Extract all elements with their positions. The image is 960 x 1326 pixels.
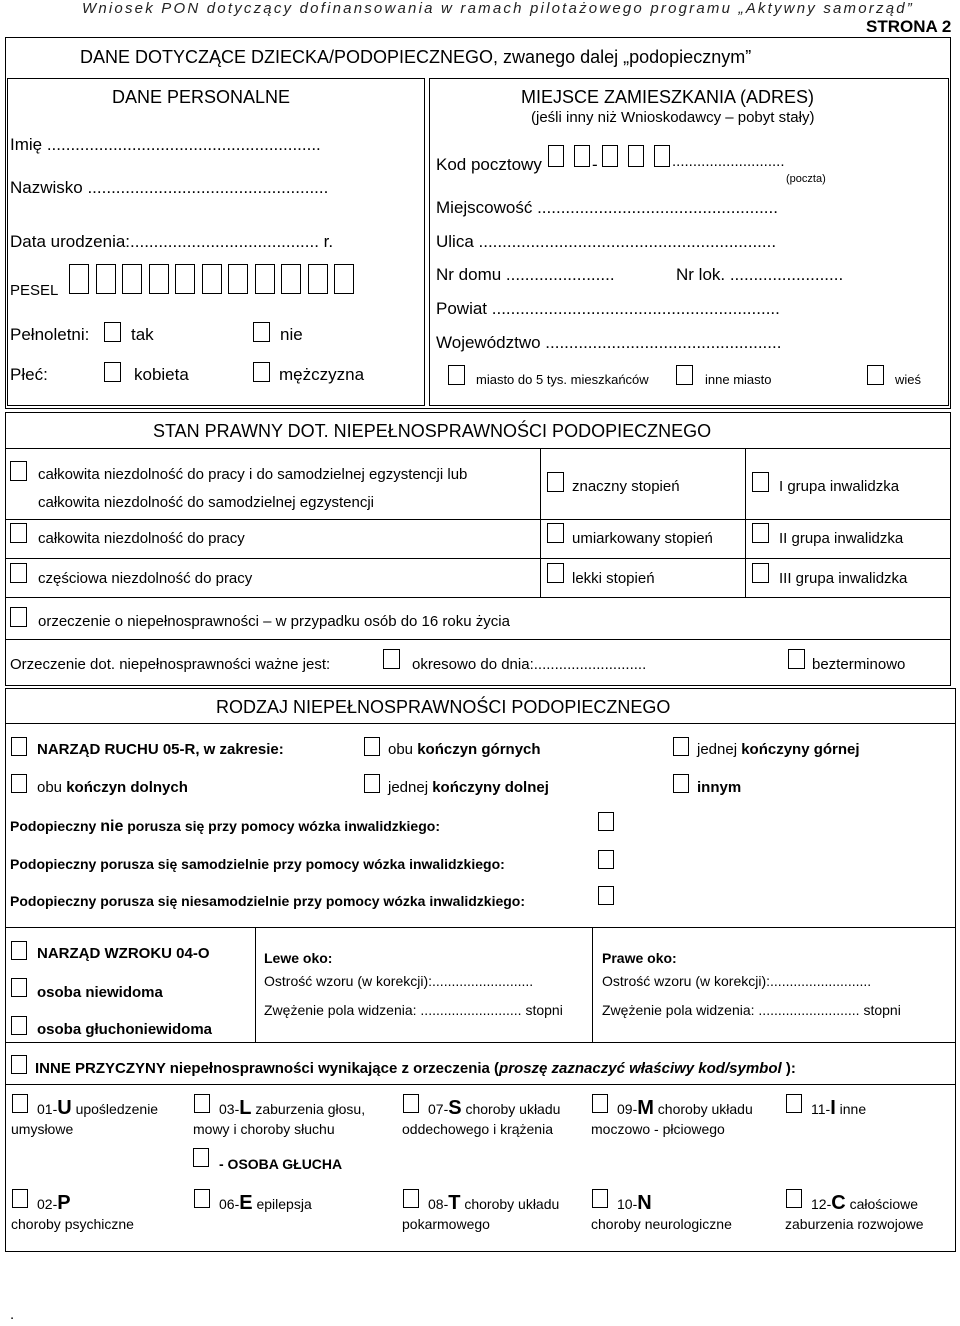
total-work-incapacity-checkbox[interactable] <box>10 523 27 543</box>
code-label: 06-E epilepsja <box>219 1192 312 1214</box>
total-work-incapacity-label: całkowita niezdolność do pracy <box>38 530 245 547</box>
town-small-checkbox[interactable] <box>448 365 465 385</box>
post-office-field[interactable]: ........................... <box>672 153 785 170</box>
one-lower-label: jednej kończyny dolnej <box>388 779 549 796</box>
town-small-label: miasto do 5 tys. mieszkańców <box>476 372 649 387</box>
code-description: umysłowe <box>11 1121 74 1137</box>
code-01U-checkbox[interactable] <box>12 1094 28 1113</box>
sex-male-label: mężczyzna <box>279 365 365 384</box>
birth-date-field[interactable]: Data urodzenia:........................................ r. <box>10 232 334 251</box>
left-eye-field-narrowing[interactable]: Zwężenie pola widzenia: .......................... stopni <box>264 1002 563 1018</box>
other-causes-label: INNE PRZYCZYNY niepełnosprawności wynikające z orzeczenia (proszę zaznaczyć właściwy kod/symbol ): <box>35 1060 796 1077</box>
code-10N-checkbox[interactable] <box>592 1189 608 1208</box>
code-label: 03-L zaburzenia głosu, <box>219 1097 366 1119</box>
code-label: 12-C całościowe <box>811 1192 919 1214</box>
house-number-field[interactable]: Nr domu ....................... <box>436 265 615 284</box>
moderate-degree-label: umiarkowany stopień <box>572 530 713 547</box>
page-label: STRONA 2 <box>866 17 952 36</box>
code-06E-checkbox[interactable] <box>194 1189 210 1208</box>
indefinite-label: bezterminowo <box>812 656 906 673</box>
pesel-digit-box[interactable] <box>202 264 222 294</box>
partial-work-incapacity-label: częściowa niezdolność do pracy <box>38 570 253 587</box>
deaf-extra-checkbox[interactable] <box>193 1148 209 1167</box>
left-eye-label: Lewe oko: <box>264 950 333 966</box>
valid-until-checkbox[interactable] <box>383 649 400 669</box>
code-label: 08-T choroby układu <box>428 1192 560 1214</box>
both-lower-label: obu kończyn dolnych <box>37 779 188 796</box>
child-section-title: DANE DOTYCZĄCE DZIECKA/PODOPIECZNEGO, zwanego dalej „podopiecznym” <box>80 47 752 67</box>
province-field[interactable]: Województwo .................................................. <box>436 333 782 352</box>
address-subtitle: (jeśli inny niż Wnioskodawcy – pobyt stały) <box>531 109 815 126</box>
last-name-field[interactable]: Nazwisko ................................................... <box>10 178 329 197</box>
street-field[interactable]: Ulica ............................................................... <box>436 232 777 251</box>
wheelchair-dependent-label: Podopieczny porusza się niesamodzielnie przy pomocy wózka inwalidzkiego: <box>10 893 526 909</box>
motor-checkbox[interactable] <box>11 737 27 756</box>
adult-yes-label: tak <box>131 325 154 344</box>
code-label: 09-M choroby układu <box>617 1097 753 1119</box>
significant-degree-checkbox[interactable] <box>547 472 564 492</box>
code-03L-checkbox[interactable] <box>194 1094 210 1113</box>
postal-code-label: Kod pocztowy <box>436 155 542 174</box>
blind-checkbox[interactable] <box>11 978 27 997</box>
flat-number-field[interactable]: Nr lok. ........................ <box>676 265 844 284</box>
other-motor-checkbox[interactable] <box>673 774 689 793</box>
group-3-label: III grupa inwalidzka <box>779 570 908 587</box>
total-incapacity-checkbox[interactable] <box>10 461 27 481</box>
left-eye-acuity-field[interactable]: Ostrość wzoru (w korekcji):.......................... <box>264 973 534 989</box>
both-lower-checkbox[interactable] <box>11 774 27 793</box>
footer-dot: . <box>10 1306 15 1323</box>
disability-type-title: RODZAJ NIEPEŁNOSPRAWNOŚCI PODOPIECZNEGO <box>216 697 671 717</box>
code-description: oddechowego i krążenia <box>402 1121 553 1137</box>
code-12C-checkbox[interactable] <box>786 1189 802 1208</box>
pesel-digit-box[interactable] <box>122 264 142 294</box>
postal-digit-box[interactable] <box>654 145 670 167</box>
code-label: 02-P <box>37 1192 71 1214</box>
mild-degree-checkbox[interactable] <box>547 563 564 583</box>
pesel-digit-box[interactable] <box>255 264 275 294</box>
village-checkbox[interactable] <box>867 365 884 385</box>
first-name-field[interactable]: Imię .......................................................... <box>10 135 321 154</box>
partial-work-incapacity-checkbox[interactable] <box>10 563 27 583</box>
postal-dash: - <box>592 155 598 174</box>
postal-digit-box[interactable] <box>548 145 564 167</box>
moderate-degree-checkbox[interactable] <box>547 523 564 543</box>
under16-label: orzeczenie o niepełnosprawności – w przypadku osób do 16 roku życia <box>38 613 510 630</box>
post-office-hint: (poczta) <box>786 173 826 185</box>
pesel-digit-box[interactable] <box>334 264 354 294</box>
postal-digit-box[interactable] <box>602 145 618 167</box>
mild-degree-label: lekki stopień <box>572 570 655 587</box>
total-incapacity-label-2: całkowita niezdolność do samodzielnej egzystencji <box>38 494 375 511</box>
sex-male-checkbox[interactable] <box>253 362 270 382</box>
postal-digit-box[interactable] <box>628 145 644 167</box>
pesel-digit-box[interactable] <box>96 264 116 294</box>
wheelchair-no-label: Podopieczny nie porusza się przy pomocy wózka inwalidzkiego: <box>10 818 440 835</box>
validity-label: Orzeczenie dot. niepełnosprawności ważne jest: <box>10 656 331 673</box>
code-label: 07-S choroby układu <box>428 1097 561 1119</box>
group-1-checkbox[interactable] <box>752 472 769 492</box>
adult-no-label: nie <box>280 325 303 344</box>
blind-label: osoba niewidoma <box>37 984 163 1001</box>
wheelchair-self-checkbox[interactable] <box>598 850 614 869</box>
other-causes-checkbox[interactable] <box>11 1055 27 1074</box>
deaf-extra-label: - OSOBA GŁUCHA <box>219 1156 343 1172</box>
one-lower-checkbox[interactable] <box>364 774 380 793</box>
pesel-digit-box[interactable] <box>308 264 328 294</box>
code-09M-checkbox[interactable] <box>592 1094 608 1113</box>
pesel-digit-box[interactable] <box>228 264 248 294</box>
total-incapacity-label: całkowita niezdolność do pracy i do samodzielnej egzystencji lub <box>38 466 468 483</box>
significant-degree-label: znaczny stopień <box>572 478 680 495</box>
pesel-label: PESEL <box>10 282 59 299</box>
code-description: mowy i choroby słuchu <box>193 1121 335 1137</box>
sex-label: Płeć: <box>10 365 48 384</box>
one-upper-checkbox[interactable] <box>673 737 689 756</box>
wheelchair-no-checkbox[interactable] <box>598 812 614 831</box>
code-description: moczowo - płciowego <box>591 1121 725 1137</box>
group-1-label: I grupa inwalidzka <box>779 478 900 495</box>
pesel-digit-box[interactable] <box>175 264 195 294</box>
legal-status-title: STAN PRAWNY DOT. NIEPEŁNOSPRAWNOŚCI PODOPIECZNEGO <box>153 421 712 441</box>
personal-title: DANE PERSONALNE <box>112 87 291 107</box>
valid-until-field[interactable]: okresowo do dnia:........................... <box>412 656 647 673</box>
code-description: choroby psychiczne <box>11 1216 134 1232</box>
pesel-digit-box[interactable] <box>149 264 169 294</box>
group-2-checkbox[interactable] <box>752 523 769 543</box>
wheelchair-self-label: Podopieczny porusza się samodzielnie przy pomocy wózka inwalidzkiego: <box>10 856 505 872</box>
county-field[interactable]: Powiat ............................................................. <box>436 299 780 318</box>
wheelchair-dependent-checkbox[interactable] <box>598 886 614 905</box>
motor-label: NARZĄD RUCHU 05-R, w zakresie: <box>37 741 284 758</box>
code-11I-checkbox[interactable] <box>786 1094 802 1113</box>
sex-female-label: kobieta <box>134 365 189 384</box>
adult-label: Pełnoletni: <box>10 325 90 344</box>
code-description: choroby neurologiczne <box>591 1216 732 1232</box>
pesel-digit-box[interactable] <box>69 264 89 294</box>
right-eye-field-narrowing[interactable]: Zwężenie pola widzenia: .......................... stopni <box>602 1002 901 1018</box>
adult-yes-checkbox[interactable] <box>104 322 121 342</box>
sex-female-checkbox[interactable] <box>104 362 121 382</box>
town-other-label: inne miasto <box>705 372 772 387</box>
town-other-checkbox[interactable] <box>676 365 693 385</box>
right-eye-label: Prawe oko: <box>602 950 677 966</box>
code-07S-checkbox[interactable] <box>403 1094 419 1113</box>
code-description: zaburzenia rozwojowe <box>785 1216 924 1232</box>
code-08T-checkbox[interactable] <box>403 1189 419 1208</box>
pesel-digit-box[interactable] <box>281 264 301 294</box>
group-2-label: II grupa inwalidzka <box>779 530 904 547</box>
right-eye-acuity-field[interactable]: Ostrość wzoru (w korekcji):.......................... <box>602 973 872 989</box>
code-label: 10-N <box>617 1192 652 1214</box>
code-label: 01-U upośledzenie <box>37 1097 159 1119</box>
both-upper-checkbox[interactable] <box>364 737 380 756</box>
adult-no-checkbox[interactable] <box>253 322 270 342</box>
under16-checkbox[interactable] <box>10 607 27 627</box>
sight-label: NARZĄD WZROKU 04-O <box>37 945 210 962</box>
code-label: 11-I inne <box>811 1097 867 1119</box>
deafblind-checkbox[interactable] <box>11 1016 27 1035</box>
city-field[interactable]: Miejscowość ................................................... <box>436 198 778 217</box>
postal-digit-box[interactable] <box>574 145 590 167</box>
sight-checkbox[interactable] <box>11 941 27 960</box>
group-3-checkbox[interactable] <box>752 563 769 583</box>
village-label: wieś <box>895 372 922 387</box>
address-title: MIEJSCE ZAMIESZKANIA (ADRES) <box>521 87 815 107</box>
indefinite-checkbox[interactable] <box>788 649 805 669</box>
code-02P-checkbox[interactable] <box>12 1189 28 1208</box>
both-upper-label: obu kończyn górnych <box>388 741 541 758</box>
one-upper-label: jednej kończyny górnej <box>697 741 860 758</box>
code-description: pokarmowego <box>402 1216 490 1232</box>
other-motor-label: innym <box>697 779 742 796</box>
program-title: Wniosek PON dotyczący dofinansowania w ramach pilotażowego programu „Aktywny samorząd” <box>82 0 914 17</box>
deafblind-label: osoba głuchoniewidoma <box>37 1021 213 1038</box>
